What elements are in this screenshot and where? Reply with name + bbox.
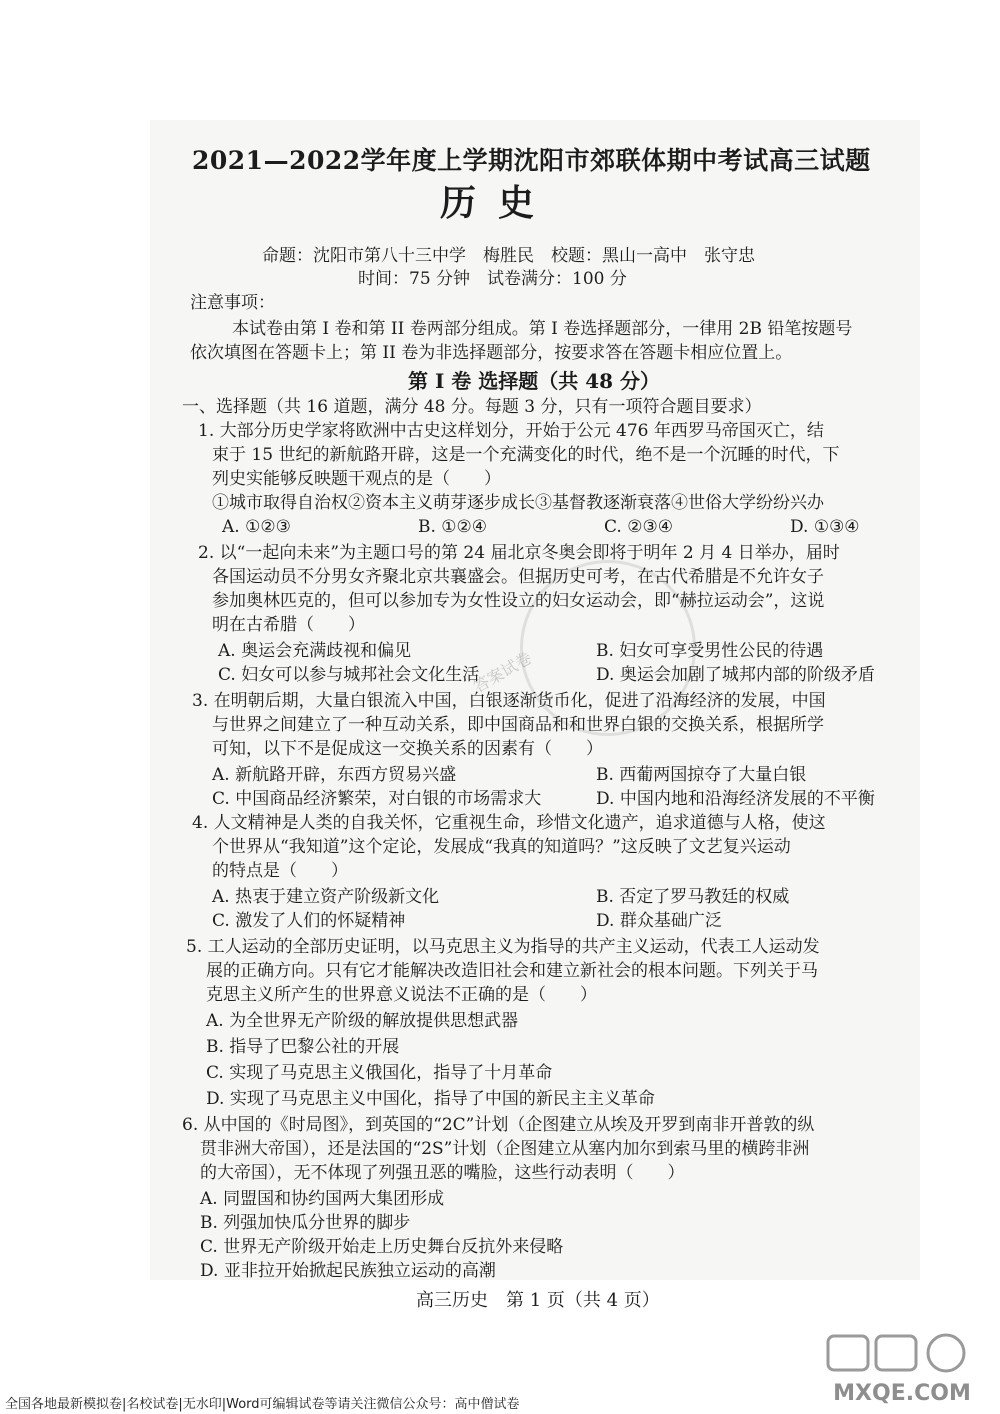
q1-line-1: 1. 大部分历史学家将欧洲中古史这样划分，开始于公元 476 年西罗马帝国灭亡，结 (198, 421, 824, 441)
q2-line-3: 参加奥林匹克的，但可以参加专为女性设立的妇女运动会，即“赫拉运动会”，这说 (212, 591, 825, 611)
q4-line-2: 个世界从“我知道”这个定论，发展成“我真的知道吗？”这反映了文艺复兴运动 (212, 837, 791, 857)
q3-option-b: B. 西葡两国掠夺了大量白银 (596, 765, 807, 785)
q6-line-1: 6. 从中国的《时局图》，到英国的“2C”计划（企图建立从埃及开罗到南非开普敦的纵 (182, 1115, 815, 1135)
q5-line-1: 5. 工人运动的全部历史证明，以马克思主义为指导的共产主义运动，代表工人运动发 (186, 937, 820, 957)
q6-line-2: 贯非洲大帝国），还是法国的“2S”计划（企图建立从塞内加尔到索马里的横跨非洲 (200, 1139, 810, 1159)
q1-option-b: B. ①②④ (418, 517, 488, 537)
q6-option-c: C. 世界无产阶级开始走上历史舞台反抗外来侵略 (200, 1237, 564, 1257)
q5-option-d: D. 实现了马克思主义中国化，指导了中国的新民主主义革命 (206, 1089, 655, 1109)
q2-line-4: 明在古希腊（ ） (212, 615, 365, 635)
q1-option-a: A. ①②③ (222, 517, 291, 537)
q3-line-3: 可知，以下不是促成这一交换关系的因素有（ ） (212, 739, 603, 759)
watermark-logo (810, 1330, 995, 1410)
q1-option-d: D. ①③④ (790, 517, 860, 537)
q2-line-2: 各国运动员不分男女齐聚北京共襄盛会。但据历史可考，在古代希腊是不允许女子 (212, 567, 824, 587)
q1-line-3: 列史实能够反映题干观点的是（ ） (212, 469, 501, 489)
watermark-logo-text: MXQE.COM (833, 1381, 971, 1406)
notice-line-2: 依次填图在答题卡上；第 II 卷为非选择题部分，按要求答在答题卡相应位置上。 (190, 343, 793, 363)
q5-option-b: B. 指导了巴黎公社的开展 (206, 1037, 400, 1057)
q2-option-d: D. 奥运会加剧了城邦内部的阶级矛盾 (596, 665, 875, 685)
q2-line-1: 2. 以“一起向未来”为主题口号的第 24 届北京冬奥会即将于明年 2 月 4 日举办，届时 (198, 543, 840, 563)
q3-line-1: 3. 在明朝后期，大量白银流入中国，白银逐渐货币化，促进了沿海经济的发展，中国 (192, 691, 826, 711)
q3-option-c: C. 中国商品经济繁荣，对白银的市场需求大 (212, 789, 542, 809)
q1-option-c: C. ②③④ (604, 517, 673, 537)
q5-line-2: 展的正确方向。只有它才能解决改造旧社会和建立新社会的根本问题。下列关于马 (206, 961, 818, 981)
q6-option-a: A. 同盟国和协约国两大集团形成 (200, 1189, 445, 1209)
q6-option-b: B. 列强加快瓜分世界的脚步 (200, 1213, 411, 1233)
q3-option-d: D. 中国内地和沿海经济发展的不平衡 (596, 789, 875, 809)
section-title: 第 I 卷 选择题（共 48 分） (408, 369, 661, 393)
q4-line-3: 的特点是（ ） (212, 861, 348, 881)
watermark-bottom-text: 全国各地最新模拟卷|名校试卷|无水印|Word可编辑试卷等请关注微信公众号：高中僧试卷 (5, 1397, 520, 1412)
q4-option-b: B. 否定了罗马教廷的权威 (596, 887, 790, 907)
q5-option-a: A. 为全世界无产阶级的解放提供思想武器 (206, 1011, 519, 1031)
q4-option-c: C. 激发了人们的怀疑精神 (212, 911, 406, 931)
time-info: 时间：75 分钟 试卷满分：100 分 (358, 269, 627, 289)
q2-option-b: B. 妇女可享受男性公民的待遇 (596, 641, 824, 661)
q2-option-c: C. 妇女可以参与城邦社会文化生活 (218, 665, 480, 685)
q3-line-2: 与世界之间建立了一种互动关系，即中国商品和和世界白银的交换关系，根据所学 (212, 715, 824, 735)
q6-option-d: D. 亚非拉开始掀起民族独立运动的高潮 (200, 1261, 496, 1281)
q5-line-3: 克思主义所产生的世界意义说法不正确的是（ ） (206, 985, 597, 1005)
subject-title: 历史 (440, 182, 557, 224)
notice-heading: 注意事项： (190, 293, 275, 313)
page-footer: 高三历史 第 1 页（共 4 页） (416, 1290, 660, 1311)
exam-title: 2021—2022学年度上学期沈阳市郊联体期中考试高三试题 (192, 146, 871, 175)
q5-option-c: C. 实现了马克思主义俄国化，指导了十月革命 (206, 1063, 553, 1083)
watermark-stamp-text: 答案试卷 (470, 648, 535, 697)
q1-line-4: ①城市取得自治权②资本主义萌芽逐步成长③基督教逐渐衰落④世俗大学纷纷兴办 (212, 493, 824, 513)
q4-option-a: A. 热衷于建立资产阶级新文化 (212, 887, 440, 907)
notice-line-1: 本试卷由第 I 卷和第 II 卷两部分组成。第 I 卷选择题部分，一律用 2B 铅笔按题号 (232, 319, 853, 339)
q6-line-3: 的大帝国），无不体现了列强丑恶的嘴脸，这些行动表明（ ） (200, 1163, 685, 1183)
section-instruction: 一、选择题（共 16 道题，满分 48 分。每题 3 分，只有一项符合题目要求） (182, 397, 762, 417)
q2-option-a: A. 奥运会充满歧视和偏见 (218, 641, 412, 661)
q4-option-d: D. 群众基础广泛 (596, 911, 722, 931)
authors-line: 命题：沈阳市第八十三中学 梅胜民 校题：黑山一高中 张守忠 (262, 246, 755, 266)
q4-line-1: 4. 人文精神是人类的自我关怀，它重视生命，珍惜文化遗产，追求道德与人格，使这 (192, 813, 826, 833)
q1-line-2: 束于 15 世纪的新航路开辟，这是一个充满变化的时代，绝不是一个沉睡的时代，下 (212, 445, 840, 465)
q3-option-a: A. 新航路开辟，东西方贸易兴盛 (212, 765, 457, 785)
